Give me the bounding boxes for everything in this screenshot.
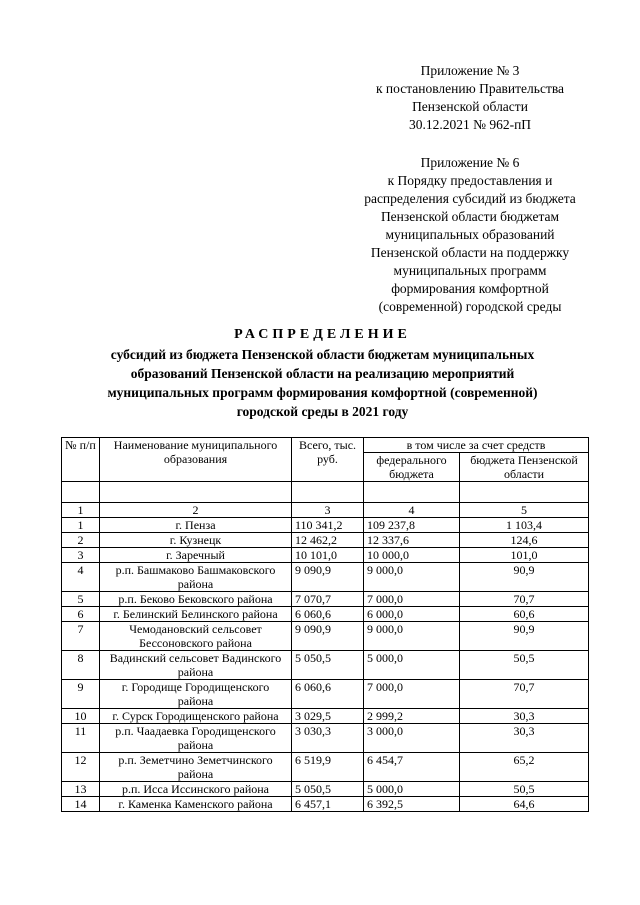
row-number-cell: 7 (62, 622, 100, 651)
table-body (62, 518, 589, 812)
total-amount-cell: 3 029,5 (292, 709, 364, 724)
appendix-6-line: Приложение № 6 (420, 155, 520, 170)
total-amount-cell: 110 341,2 (292, 518, 364, 533)
municipality-name-cell: р.п. Чаадаевка Городищенского района (100, 724, 292, 753)
municipality-name-cell: Вадинский сельсовет Вадинского района (100, 651, 292, 680)
federal-amount-cell: 9 000,0 (364, 622, 460, 651)
total-amount-cell: 5 050,5 (292, 782, 364, 797)
municipality-name-cell: г. Пенза (100, 518, 292, 533)
appendix-3-line: Пензенской области (412, 99, 528, 114)
document-subtitle (60, 345, 585, 421)
total-amount-cell: 5 050,5 (292, 651, 364, 680)
appendix-6-line: Пензенской области на поддержку (370, 245, 570, 260)
row-number-cell: 14 (62, 797, 100, 812)
total-amount-cell: 9 090,9 (292, 563, 364, 592)
row-number-cell: 9 (62, 680, 100, 709)
regional-amount-cell: 90,9 (460, 563, 589, 592)
row-number-cell: 2 (62, 533, 100, 548)
table-row (62, 607, 589, 622)
table-row (62, 724, 589, 753)
municipality-name-cell: р.п. Беково Бековского района (100, 592, 292, 607)
header-name: Наименование муниципального образования (100, 438, 292, 482)
total-amount-cell: 9 090,9 (292, 622, 364, 651)
row-number-cell: 12 (62, 753, 100, 782)
row-number-cell: 3 (62, 548, 100, 563)
appendix-6-line: муниципальных образований (385, 227, 555, 242)
subtitle-line: городской среды в 2021 году (236, 404, 409, 419)
table-row (62, 548, 589, 563)
row-number-cell: 11 (62, 724, 100, 753)
regional-amount-cell: 50,5 (460, 651, 589, 680)
table-row (62, 592, 589, 607)
regional-amount-cell: 1 103,4 (460, 518, 589, 533)
column-number-row (62, 503, 589, 518)
regional-amount-cell: 101,0 (460, 548, 589, 563)
column-number: 2 (100, 503, 292, 518)
regional-amount-cell: 70,7 (460, 592, 589, 607)
table-row (62, 797, 589, 812)
appendix-6-line: формирования комфортной (391, 281, 549, 296)
municipality-name-cell: г. Белинский Белинского района (100, 607, 292, 622)
federal-amount-cell: 6 392,5 (364, 797, 460, 812)
federal-amount-cell: 3 000,0 (364, 724, 460, 753)
regional-amount-cell: 60,6 (460, 607, 589, 622)
federal-amount-cell: 10 000,0 (364, 548, 460, 563)
appendix-6-line: распределения субсидий из бюджета (364, 191, 576, 206)
total-amount-cell: 6 060,6 (292, 680, 364, 709)
federal-amount-cell: 12 337,6 (364, 533, 460, 548)
row-number-cell: 8 (62, 651, 100, 680)
subtitle-line: субсидий из бюджета Пензенской области бюджетам муниципальных (110, 347, 535, 362)
regional-amount-cell: 70,7 (460, 680, 589, 709)
appendix-6-line: Пензенской области бюджетам (380, 209, 560, 224)
row-number-cell: 13 (62, 782, 100, 797)
header-num: № п/п (62, 438, 100, 482)
municipality-name-cell: г. Городище Городищенского района (100, 680, 292, 709)
municipality-name-cell: г. Каменка Каменского района (100, 797, 292, 812)
regional-amount-cell: 30,3 (460, 709, 589, 724)
appendix-3-line: 30.12.2021 № 962-пП (408, 117, 532, 132)
municipality-name-cell: р.п. Башмаково Башмаковского района (100, 563, 292, 592)
municipality-name-cell: г. Кузнецк (100, 533, 292, 548)
regional-amount-cell: 64,6 (460, 797, 589, 812)
row-number-cell: 10 (62, 709, 100, 724)
column-number: 3 (292, 503, 364, 518)
total-amount-cell: 7 070,7 (292, 592, 364, 607)
federal-amount-cell: 5 000,0 (364, 651, 460, 680)
appendix-6-block (320, 154, 620, 316)
header-including: в том числе за счет средств (364, 438, 589, 453)
appendix-6-line: (современной) городской среды (378, 299, 562, 314)
header-regional: бюджета Пензенской области (460, 453, 589, 482)
subtitle-line: муниципальных программ формирования комфортной (современной) (107, 385, 538, 400)
document-heading (60, 325, 585, 421)
table-row (62, 753, 589, 782)
total-amount-cell: 6 060,6 (292, 607, 364, 622)
total-amount-cell: 10 101,0 (292, 548, 364, 563)
table-row (62, 563, 589, 592)
appendix-6-line: к Порядку предоставления и (387, 173, 553, 188)
federal-amount-cell: 5 000,0 (364, 782, 460, 797)
table-row (62, 680, 589, 709)
column-number: 1 (62, 503, 100, 518)
regional-amount-cell: 30,3 (460, 724, 589, 753)
row-number-cell: 5 (62, 592, 100, 607)
row-number-cell: 6 (62, 607, 100, 622)
distribution-table (61, 437, 589, 812)
federal-amount-cell: 6 000,0 (364, 607, 460, 622)
row-number-cell: 1 (62, 518, 100, 533)
federal-amount-cell: 7 000,0 (364, 680, 460, 709)
federal-amount-cell: 2 999,2 (364, 709, 460, 724)
table-row (62, 782, 589, 797)
header-spacer-row (62, 482, 589, 503)
federal-amount-cell: 7 000,0 (364, 592, 460, 607)
appendix-6-line: муниципальных программ (393, 263, 547, 278)
federal-amount-cell: 9 000,0 (364, 563, 460, 592)
table-row (62, 709, 589, 724)
municipality-name-cell: р.п. Исса Иссинского района (100, 782, 292, 797)
appendix-3-block (340, 62, 600, 134)
table-row (62, 622, 589, 651)
total-amount-cell: 12 462,2 (292, 533, 364, 548)
row-number-cell: 4 (62, 563, 100, 592)
table-row (62, 518, 589, 533)
total-amount-cell: 6 519,9 (292, 753, 364, 782)
municipality-name-cell: г. Заречный (100, 548, 292, 563)
header-federal: федерального бюджета (364, 453, 460, 482)
regional-amount-cell: 124,6 (460, 533, 589, 548)
federal-amount-cell: 6 454,7 (364, 753, 460, 782)
document-title: РАСПРЕДЕЛЕНИЕ (234, 327, 411, 342)
header-total: Всего, тыс. руб. (292, 438, 364, 482)
municipality-name-cell: г. Сурск Городищенского района (100, 709, 292, 724)
regional-amount-cell: 65,2 (460, 753, 589, 782)
subtitle-line: образований Пензенской области на реализацию мероприятий (130, 366, 515, 381)
municipality-name-cell: р.п. Земетчино Земетчинского района (100, 753, 292, 782)
municipality-name-cell: Чемодановский сельсовет Бессоновского района (100, 622, 292, 651)
regional-amount-cell: 90,9 (460, 622, 589, 651)
column-number: 4 (364, 503, 460, 518)
table-row (62, 651, 589, 680)
total-amount-cell: 6 457,1 (292, 797, 364, 812)
appendix-3-line: Приложение № 3 (420, 63, 520, 78)
column-number: 5 (460, 503, 589, 518)
regional-amount-cell: 50,5 (460, 782, 589, 797)
table-row (62, 533, 589, 548)
total-amount-cell: 3 030,3 (292, 724, 364, 753)
appendix-3-line: к постановлению Правительства (375, 81, 565, 96)
federal-amount-cell: 109 237,8 (364, 518, 460, 533)
